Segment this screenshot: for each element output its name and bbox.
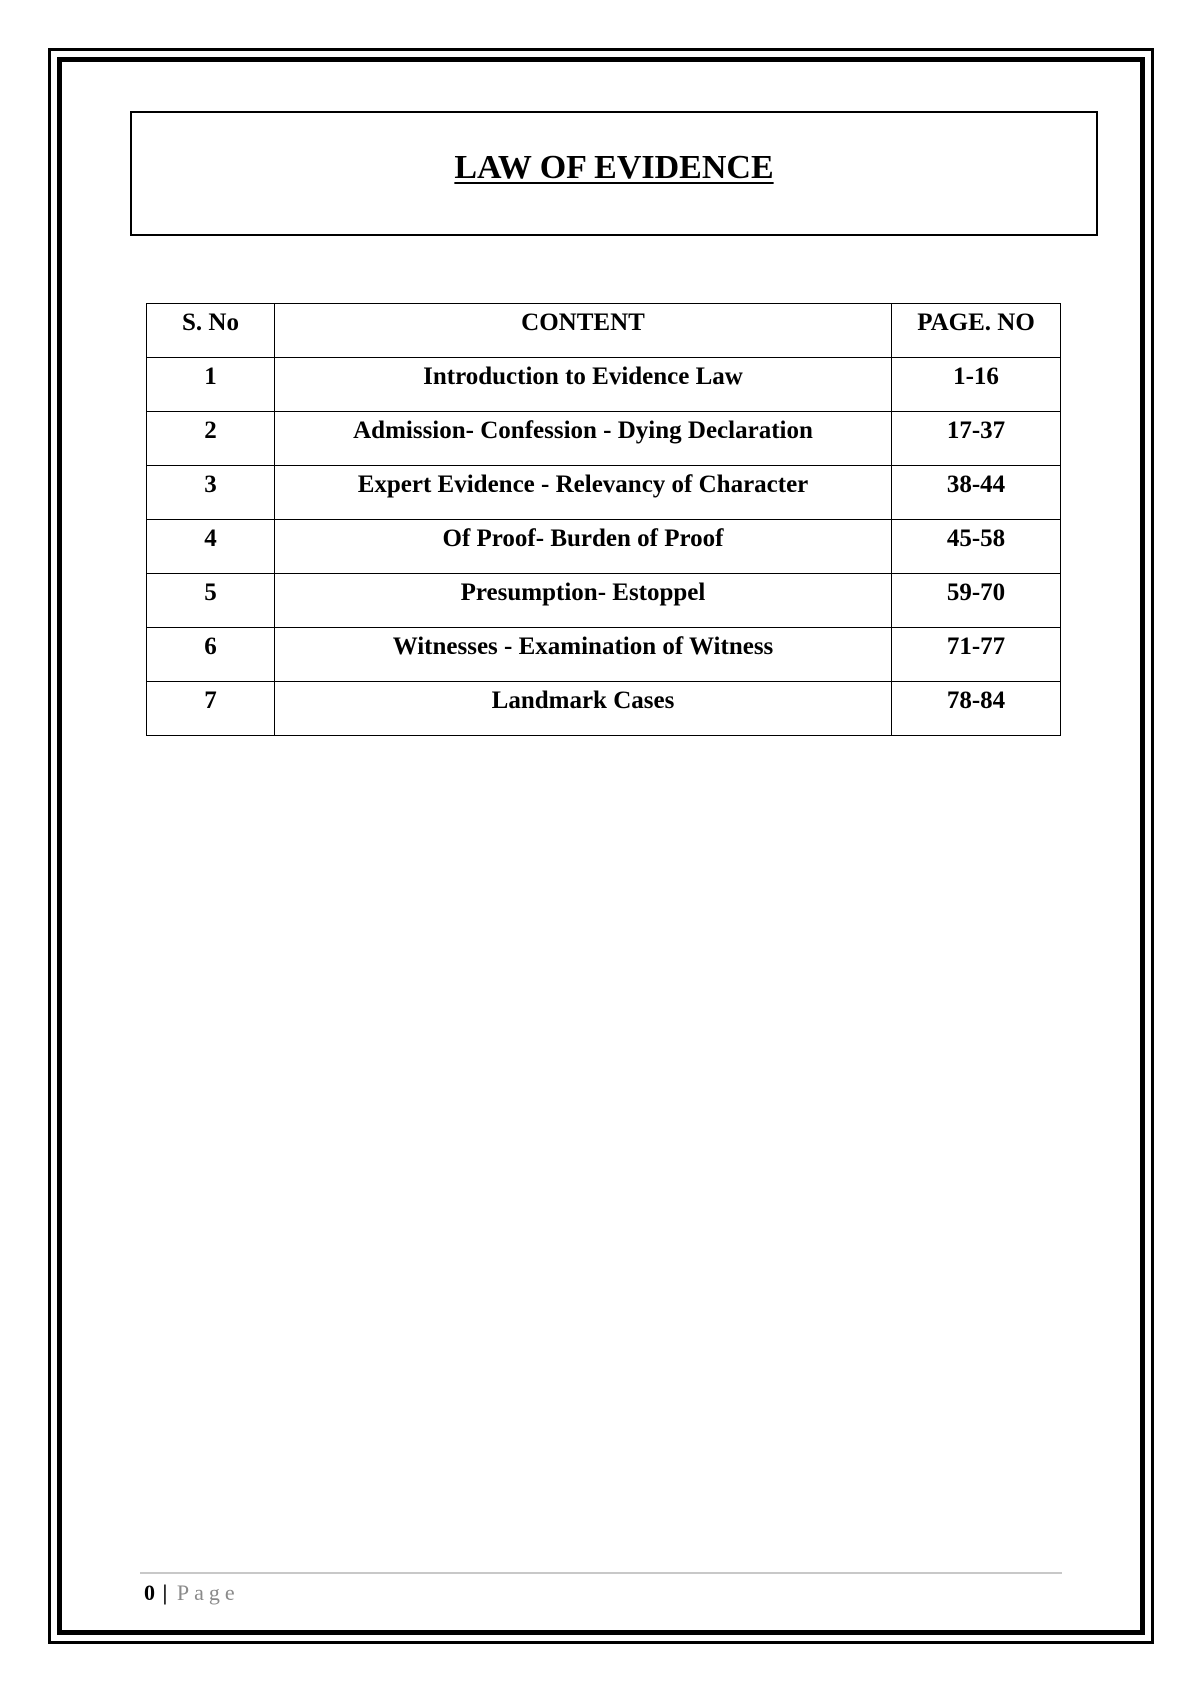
page-inner-border	[57, 57, 1145, 1635]
table-row	[147, 412, 1061, 466]
table-row	[147, 574, 1061, 628]
table-row	[147, 466, 1061, 520]
header-page-no: PAGE. NO	[892, 304, 1061, 358]
page-footer	[144, 1580, 240, 1606]
row-page: 59-70	[892, 574, 1061, 628]
row-content: Presumption- Estoppel	[275, 574, 892, 628]
row-page: 1-16	[892, 358, 1061, 412]
header-sno: S. No	[147, 304, 275, 358]
row-sno: 5	[147, 574, 275, 628]
row-page: 45-58	[892, 520, 1061, 574]
row-content: Admission- Confession - Dying Declaration	[275, 412, 892, 466]
table-row	[147, 358, 1061, 412]
footer-page-label: Page	[176, 1580, 240, 1605]
row-content: Introduction to Evidence Law	[275, 358, 892, 412]
row-page: 71-77	[892, 628, 1061, 682]
row-sno: 2	[147, 412, 275, 466]
row-content: Of Proof- Burden of Proof	[275, 520, 892, 574]
row-page: 17-37	[892, 412, 1061, 466]
contents-table	[146, 303, 1061, 736]
footer-divider	[140, 1572, 1062, 1574]
row-page: 38-44	[892, 466, 1061, 520]
row-page: 78-84	[892, 682, 1061, 736]
table-row	[147, 628, 1061, 682]
table-row	[147, 682, 1061, 736]
footer-page-number: 0	[144, 1580, 155, 1605]
row-sno: 4	[147, 520, 275, 574]
row-sno: 6	[147, 628, 275, 682]
table-header-row	[147, 304, 1061, 358]
row-content: Expert Evidence - Relevancy of Character	[275, 466, 892, 520]
title-box	[130, 111, 1098, 236]
row-sno: 3	[147, 466, 275, 520]
table-row	[147, 520, 1061, 574]
footer-separator: |	[162, 1580, 168, 1605]
row-content: Landmark Cases	[275, 682, 892, 736]
header-content: CONTENT	[275, 304, 892, 358]
row-content: Witnesses - Examination of Witness	[275, 628, 892, 682]
row-sno: 1	[147, 358, 275, 412]
document-title: LAW OF EVIDENCE	[454, 149, 774, 186]
row-sno: 7	[147, 682, 275, 736]
